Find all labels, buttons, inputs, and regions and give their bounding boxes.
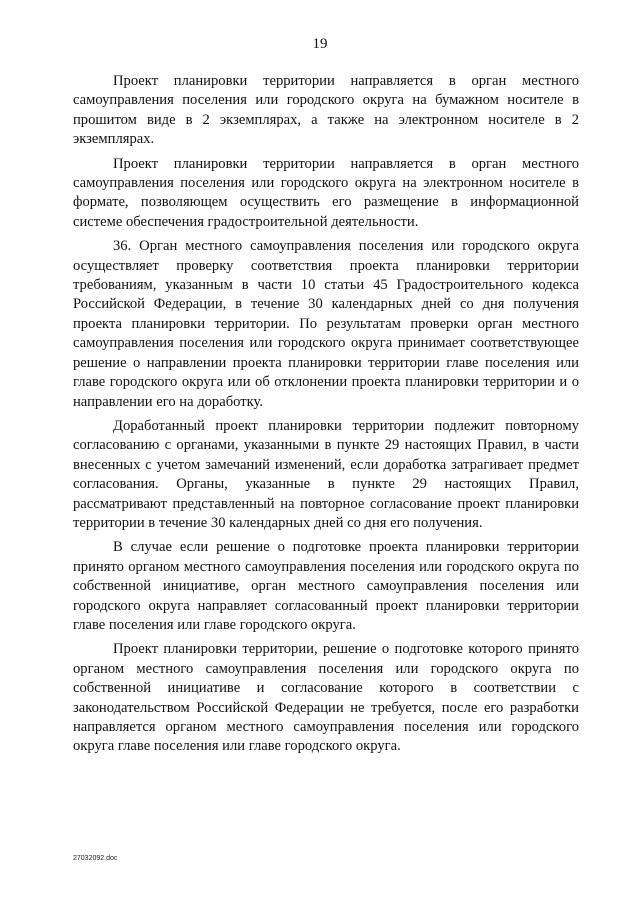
paragraph-paper-submission: Проект планировки территории направляется в орган местного самоуправления поселения или городского округа на бумажном носителе в прошитом виде в 2 экземплярах, а также на электронном носителе в 2 экземплярах. (73, 73, 579, 148)
footer-file-name: 27032092.doc (73, 855, 118, 862)
paragraph-repeat-approval: Доработанный проект планировки территории подлежит повторному согласованию с органами, указанными в пункте 29 настоящих Правил, в части внесенных с учетом замечаний изменений, если доработка затрагивает предмет согласования. Органы, указанные в пункте 29 настоящих Правил, рассматривают представленный на повторное согласование проект планировки территории в течение 30 календарных дней со дня его получения. (73, 417, 579, 531)
paragraph-clause-36: 36. Орган местного самоуправления поселения или городского округа осуществляет проверку соответствия проекта планировки территории требованиям, указанным в части 10 статьи 45 Градостроительного кодекса Российской Федерации, в течение 30 календарных дней со дня получения проекта планировки территории. По результатам проверки орган местного самоуправления поселения или городского округа принимает соответствующее решение о направлении проекта планировки территории главе поселения или главе городского округа или об отклонении проекта планировки территории и о направлении его на доработку. (73, 238, 579, 410)
page-number: 19 (312, 36, 328, 52)
paragraph-electronic-submission: Проект планировки территории направляется в орган местного самоуправления поселения или городского округа на электронном носителе в формате, позволяющем осуществить его размещение в информационной системе обеспечения градостроительной деятельности. (73, 155, 579, 230)
document-body (73, 72, 579, 762)
paragraph-no-approval-required: Проект планировки территории, решение о подготовке которого принято органом местного самоуправления поселения или городского округа по собственной инициативе и согласование которого в соответствии с законодательством Российской Федерации не требуется, после его разработки направляется органом местного самоуправления поселения или городского округа главе поселения или главе городского округа. (73, 641, 579, 755)
paragraph-own-initiative: В случае если решение о подготовке проекта планировки территории принято органом местного самоуправления поселения или городского округа по собственной инициативе, орган местного самоуправления поселения или городского округа направляет согласованный проект планировки территории главе поселения или главе городского округа. (73, 539, 579, 633)
